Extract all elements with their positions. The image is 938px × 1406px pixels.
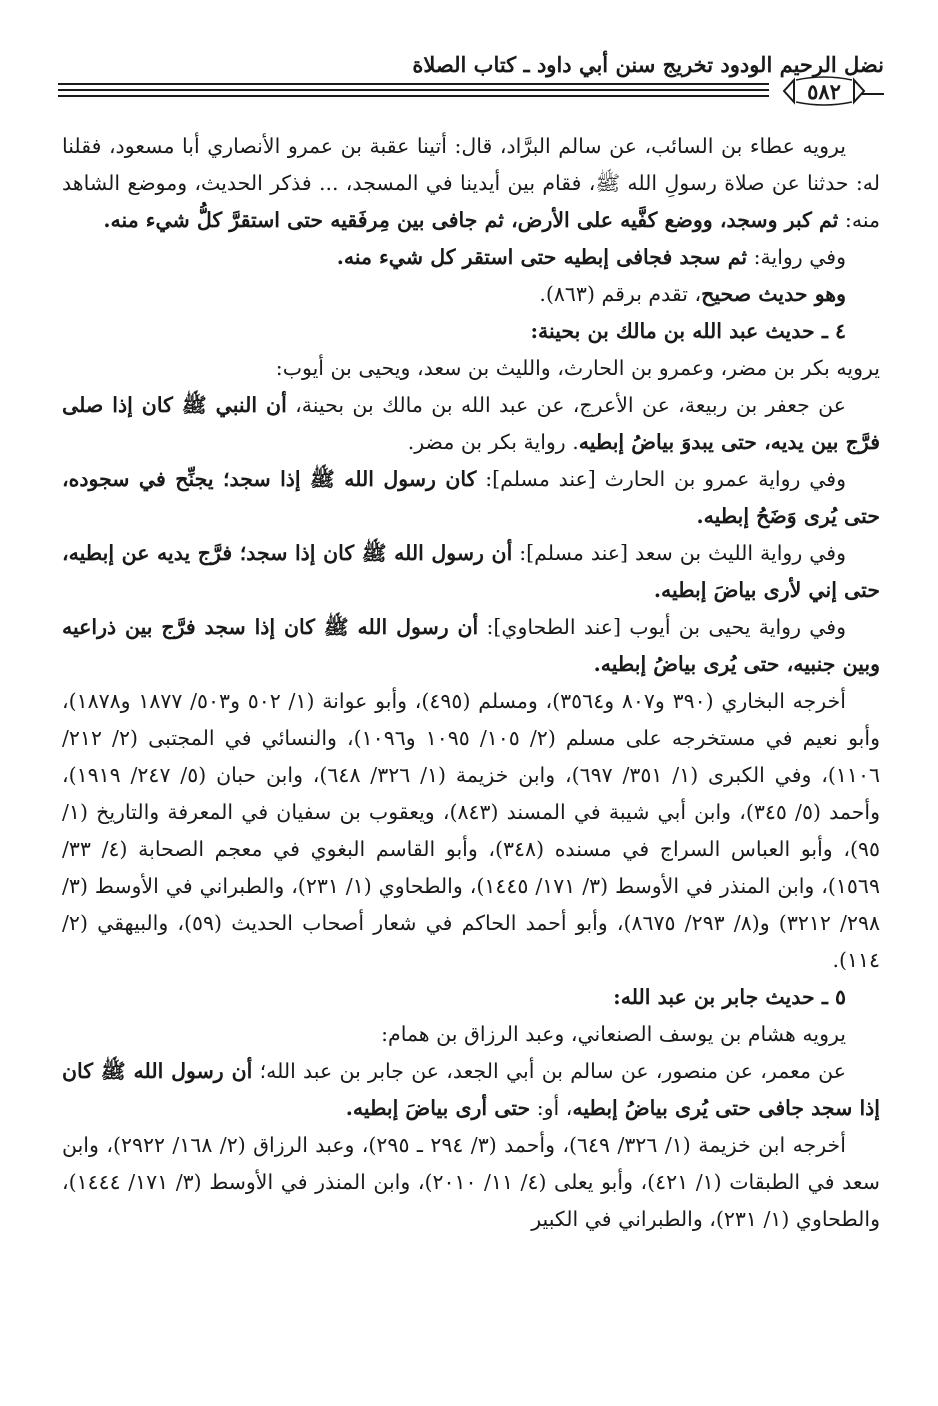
text-run: عن معمر، عن منصور، عن سالم بن أبي الجعد، عن جابر بن عبد الله؛ — [252, 1059, 847, 1083]
paragraph — [62, 609, 880, 683]
paragraph — [62, 1127, 880, 1238]
paragraph — [62, 313, 880, 350]
text-run: أخرجه ابن خزيمة (١/ ٣٢٦/ ٦٤٩)، وأحمد (٣/ ٢٩٤ ـ ٢٩٥)، وعبد الرزاق (٢/ ١٦٨/ ٢٩٢٢)، وابن سعد في الطبقات (١/ ٤٢١)، وأبو يعلى (٤/ ١١/ ٢٠١٠)، وابن المنذر في الأوسط (٣/ ١٧١/ ١٤٤٤)، والطحاوي (١/ ٢٣١)، والطبراني في الكبير — [62, 1133, 880, 1231]
text-run: يرويه هشام بن يوسف الصنعاني، وعبد الرزاق بن همام: — [381, 1022, 846, 1046]
page-body — [62, 128, 880, 1238]
header-rule — [58, 89, 769, 91]
bold-text-run: أن رسول الله ﷺ كان إذا سجد فرَّج بين ذراعيه وبين جنبيه، حتى يُرى بياضُ إبطيه. — [62, 615, 880, 676]
text-run: عن جعفر بن ربيعة، عن الأعرج، عن عبد الله بن مالك بن بحينة، — [286, 393, 846, 417]
paragraph — [62, 350, 880, 387]
bold-text-run: كان رسول الله ﷺ إذا سجد؛ يجنِّح في سجوده، حتى يُرى وَضَحُ إبطيه. — [62, 467, 880, 528]
text-run: . رواية بكر بن مضر. — [407, 430, 579, 454]
text-run: وفي رواية الليث بن سعد [عند مسلم]: — [512, 541, 846, 565]
bold-text-run: وهو حديث صحيح — [701, 282, 846, 306]
bold-text-run: ٥ ـ حديث جابر بن عبد الله: — [613, 985, 846, 1009]
text-run: يرويه عطاء بن السائب، عن سالم البرَّاد، قال: أتينا عقبة بن عمرو الأنصاري أبا مسعود، فقلنا له: حدثنا عن صلاة رسولِ الله ﷺ، فقام بين أيدينا في المسجد، ... فذكر الحديث، وموضع الشاهد منه: — [62, 134, 880, 232]
bold-text-run: أن رسول الله ﷺ كان إذا سجد؛ فرَّج يديه عن إبطيه، حتى إني لأرى بياضَ إبطيه. — [62, 541, 880, 602]
running-title: نضل الرحيم الودود تخريج سنن أبي داود ـ كتاب الصلاة — [412, 52, 884, 77]
text-run: أخرجه البخاري (٣٩٠ و٨٠٧ و٣٥٦٤)، ومسلم (٤٩٥)، وأبو عوانة (١/ ٥٠٢ و٥٠٣/ ١٨٧٧ و١٨٧٨)، وأبو نعيم في مستخرجه على مسلم (٢/ ١٠٥/ ١٠٩٥ و١٠٩٦)، والنسائي في المجتبى (٢/ ٢١٢/ ١١٠٦)، وفي الكبرى (١/ ٣٥١/ ٦٩٧)، وابن خزيمة (١/ ٣٢٦/ ٦٤٨)، وابن حبان (٥/ ٢٤٧/ ١٩١٩)، وأحمد (٥/ ٣٤٥)، وابن أبي شيبة في المسند (٨٤٣)، ويعقوب بن سفيان في المعرفة والتاريخ (١/ ٩٥)، وأبو العباس السراج في مسنده (٣٤٨)، وأبو القاسم البغوي في معجم الصحابة (٤/ ٣٣/ ١٥٦٩)، وابن المنذر في الأوسط (٣/ ١٧١/ ١٤٤٥)، والطحاوي (١/ ٢٣١)، والطبراني في الأوسط (٣/ ٢٩٨/ ٣٢١٢) و(٨/ ٢٩٣/ ٨٦٧٥)، وأبو أحمد الحاكم في شعار أصحاب الحديث (٥٩)، والبيهقي (٢/ ١١٤). — [62, 689, 880, 972]
bold-text-run: ثم سجد فجافى إبطيه حتى استقر كل شيء منه. — [336, 245, 748, 269]
paragraph — [62, 1016, 880, 1053]
text-run: ، أو: — [530, 1096, 573, 1120]
page-header — [58, 48, 884, 108]
paragraph — [62, 1053, 880, 1127]
text-run: وفي رواية عمرو بن الحارث [عند مسلم]: — [476, 467, 846, 491]
paragraph — [62, 128, 880, 239]
paragraph — [62, 461, 880, 535]
paragraph — [62, 239, 880, 276]
page-number: ٥٨٢ — [807, 79, 841, 104]
bold-text-run: ثم كبر وسجد، ووضع كفَّيه على الأرض، ثم جافى بين مِرفَقيه حتى استقرَّ كلُّ شيء منه. — [103, 208, 839, 232]
bold-text-run: أن النبي ﷺ كان إذا صلى فرَّج بين يديه، حتى يبدوَ بياضُ إبطيه — [62, 393, 880, 454]
bold-text-run: أن رسول الله ﷺ كان إذا سجد جافى حتى يُرى بياضُ إبطيه — [62, 1059, 880, 1120]
paragraph — [62, 683, 880, 979]
text-run: ، تقدم برقم (٨٦٣). — [539, 282, 702, 306]
header-rule — [58, 95, 769, 97]
page-number-ornament — [778, 76, 870, 106]
text-run: وفي رواية: — [747, 245, 846, 269]
bold-text-run: حتى أرى بياضَ إبطيه. — [345, 1096, 531, 1120]
paragraph — [62, 535, 880, 609]
text-run: وفي رواية يحيى بن أيوب [عند الطحاوي]: — [478, 615, 846, 639]
paragraph — [62, 387, 880, 461]
text-run: يرويه بكر بن مضر، وعمرو بن الحارث، والليث بن سعد، ويحيى بن أيوب: — [275, 356, 880, 380]
paragraph — [62, 276, 880, 313]
bold-text-run: ٤ ـ حديث عبد الله بن مالك بن بحينة: — [530, 319, 846, 343]
header-rule — [58, 83, 769, 85]
paragraph — [62, 979, 880, 1016]
